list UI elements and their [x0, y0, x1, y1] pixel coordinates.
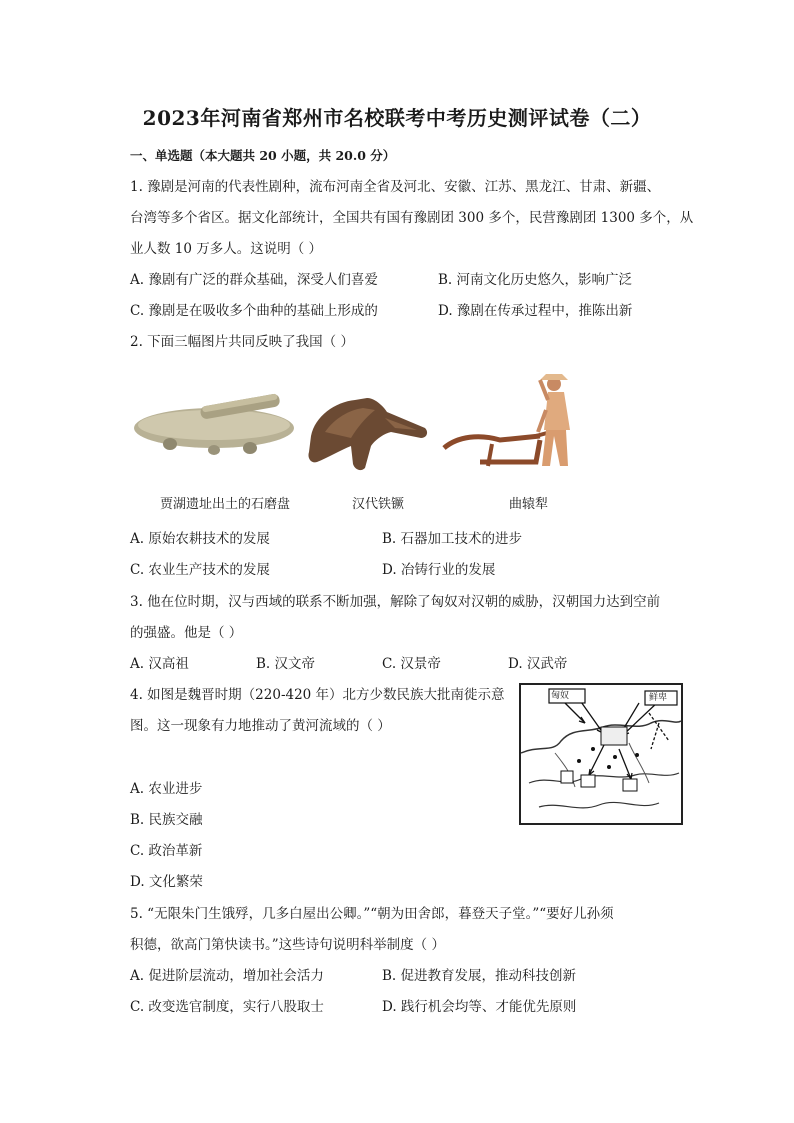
curved-plough-image — [440, 370, 588, 474]
q5-option-a[interactable]: A. 促进阶层流动，增加社会活力 — [130, 968, 324, 984]
q1-option-a[interactable]: A. 豫剧有广泛的群众基础，深受人们喜爱 — [130, 272, 378, 288]
caption-stone-quern: 贾湖遗址出土的石磨盘 — [160, 497, 291, 512]
q3-option-a[interactable]: A. 汉高祖 — [130, 656, 189, 672]
q3-option-b[interactable]: B. 汉文帝 — [256, 656, 316, 672]
q4-option-a[interactable]: A. 农业进步 — [130, 781, 203, 797]
q5-option-c[interactable]: C. 改变选官制度，实行八股取士 — [130, 999, 324, 1015]
q2-option-c[interactable]: C. 农业生产技术的发展 — [130, 562, 270, 578]
q5-option-b[interactable]: B. 促进教育发展，推动科技创新 — [382, 968, 577, 984]
q3-stem-line-1: 3. 他在位时期，汉与西域的联系不断加强，解除了匈奴对汉朝的威胁，汉朝国力达到空前 — [130, 594, 661, 610]
iron-hoe-image — [305, 388, 433, 472]
q2-option-d[interactable]: D. 冶铸行业的发展 — [382, 562, 496, 578]
stone-quern-image — [130, 392, 296, 460]
q1-stem-line-1: 1. 豫剧是河南的代表性剧种，流布河南全省及河北、安徽、江苏、黑龙江、甘肃、新疆、 — [130, 179, 661, 195]
migration-map-drawing — [519, 683, 683, 825]
q3-option-c[interactable]: C. 汉景帝 — [382, 656, 441, 672]
q1-option-d[interactable]: D. 豫剧在传承过程中，推陈出新 — [438, 303, 633, 319]
q3-stem-line-2: 的强盛。他是（ ） — [130, 625, 243, 641]
q2-option-a[interactable]: A. 原始农耕技术的发展 — [130, 531, 270, 547]
exam-title: 2023年河南省郑州市名校联考中考历史测评试卷（二） — [142, 106, 652, 130]
q2-option-b[interactable]: B. 石器加工技术的进步 — [382, 531, 523, 547]
q1-stem-line-2: 台湾等多个省区。据文化部统计，全国共有国有豫剧团 300 多个，民营豫剧团 1300 多个，从 — [130, 210, 694, 226]
q3-option-d[interactable]: D. 汉武帝 — [508, 656, 568, 672]
q4-stem-line-1: 4. 如图是魏晋时期（220-420 年）北方少数民族大批南徙示意 — [130, 687, 505, 703]
q4-option-b[interactable]: B. 民族交融 — [130, 812, 203, 828]
caption-iron-hoe: 汉代铁镢 — [352, 497, 405, 512]
migration-map — [519, 683, 683, 825]
section-heading: 一、单选题（本大题共 20 小题，共 20.0 分） — [130, 148, 396, 163]
q5-option-d[interactable]: D. 践行机会均等、才能优先原则 — [382, 999, 577, 1015]
map-label-xiongnu: 匈奴 — [551, 691, 570, 701]
q5-stem-line-1: 5. “无限朱门生饿殍，几多白屋出公卿。”“朝为田舍郎，暮登天子堂。”“要好儿孙须 — [130, 906, 614, 922]
q1-option-b[interactable]: B. 河南文化历史悠久，影响广泛 — [438, 272, 633, 288]
map-label-xianbei: 鲜卑 — [649, 693, 668, 703]
q4-option-d[interactable]: D. 文化繁荣 — [130, 874, 203, 890]
q5-stem-line-2: 积德，欲高门第快读书。”这些诗句说明科举制度（ ） — [130, 937, 445, 953]
q1-stem-line-3: 业人数 10 万多人。这说明（ ） — [130, 241, 323, 257]
q4-stem-line-2: 图。这一现象有力地推动了黄河流域的（ ） — [130, 718, 391, 734]
q4-option-c[interactable]: C. 政治革新 — [130, 843, 203, 859]
q1-option-c[interactable]: C. 豫剧是在吸收多个曲种的基础上形成的 — [130, 303, 378, 319]
q2-stem: 2. 下面三幅图片共同反映了我国（ ） — [130, 334, 354, 350]
caption-curved-plough: 曲辕犁 — [509, 497, 549, 512]
